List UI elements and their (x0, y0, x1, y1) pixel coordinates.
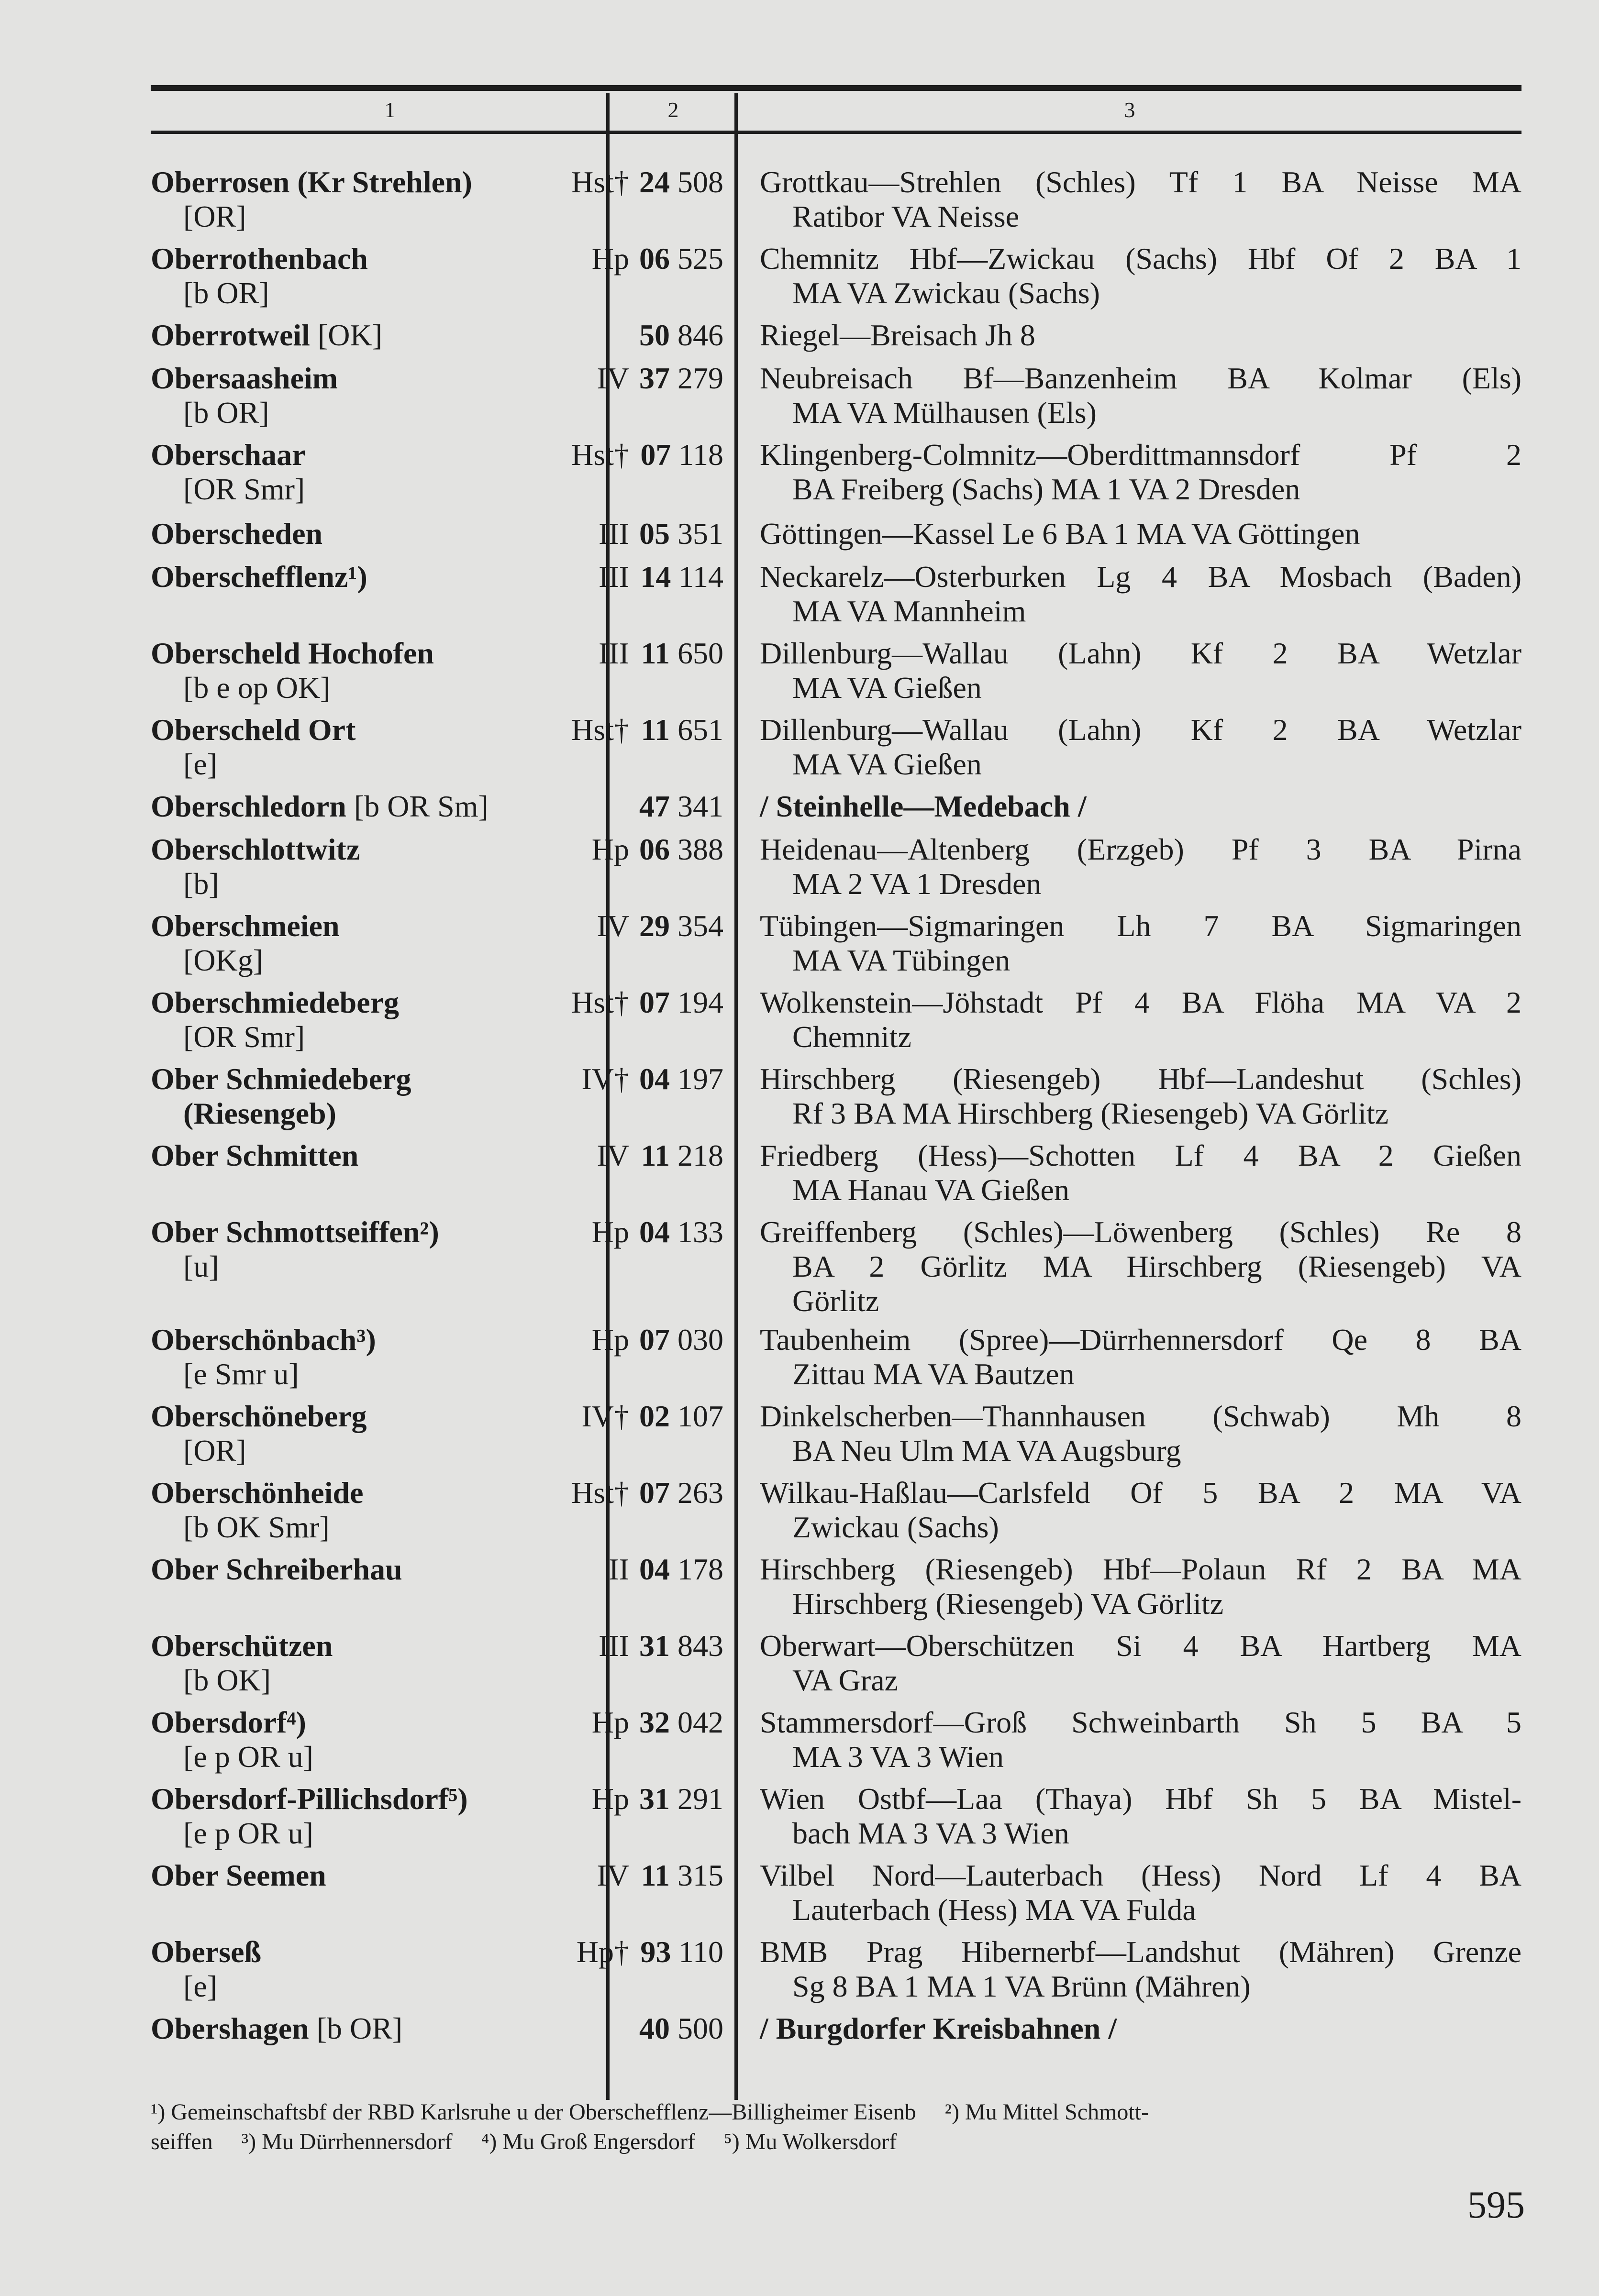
route-description (760, 1858, 1521, 1927)
station-number-prefix: 11 (641, 713, 670, 747)
station-name: Oberseß (151, 1935, 262, 1969)
station-number-suffix: 279 (677, 361, 723, 395)
route-description (760, 1935, 1521, 2004)
station-cell (151, 1782, 629, 1851)
route-line: Dinkelscherben—Thannhausen (Schwab) Mh 8 (760, 1399, 1521, 1433)
station-cell (151, 1476, 629, 1545)
station-number (622, 1705, 723, 1740)
station-number (622, 1399, 723, 1434)
route-description (760, 1323, 1521, 1391)
station-cell (151, 1215, 629, 1284)
station-flags: [u] (183, 1249, 219, 1283)
station-flags: [b e op OK] (183, 671, 331, 705)
station-flags: [e p OR u] (183, 1816, 313, 1850)
station-category: Hp (591, 1323, 629, 1357)
station-number-prefix: 47 (639, 789, 670, 823)
station-number-suffix: 341 (677, 789, 723, 823)
route-line: / Burgdorfer Kreisbahnen / (760, 2011, 1117, 2045)
route-description (760, 1399, 1521, 1468)
column-divider-2 (734, 93, 738, 2100)
route-line: Hirschberg (Riesengeb) Hbf—Polaun Rf 2 BA MA (760, 1552, 1521, 1586)
route-line: Neckarelz—Osterburken Lg 4 BA Mosbach (Baden) (760, 560, 1521, 594)
station-number-prefix: 50 (639, 318, 670, 352)
station-name: Oberschlottwitz (151, 832, 360, 866)
station-number (622, 1552, 723, 1587)
station-number (622, 1858, 723, 1893)
route-line: Chemnitz Hbf—Zwickau (Sachs) Hbf Of 2 BA 1 (760, 242, 1521, 276)
route-line: MA VA Gießen (792, 747, 982, 781)
station-name: Oberscheden (151, 517, 323, 551)
route-line: Wien Ostbf—Laa (Thaya) Hbf Sh 5 BA Mistel- (760, 1782, 1521, 1816)
station-category: IV (597, 1138, 629, 1172)
station-name: Oberscheld Hochofen (151, 636, 434, 670)
route-line: Riegel—Breisach Jh 8 (760, 318, 1035, 352)
route-line: Heidenau—Altenberg (Erzgeb) Pf 3 BA Pirna (760, 832, 1521, 866)
station-name: Obersdorf⁴) (151, 1705, 306, 1739)
station-category: III (599, 636, 629, 670)
route-line: Greiffenberg (Schles)—Löwenberg (Schles) Re 8 (760, 1215, 1521, 1249)
station-number-prefix: 07 (639, 1476, 670, 1510)
station-name: Ober Schreiberhau (151, 1552, 402, 1586)
station-cell (151, 1629, 629, 1698)
station-cell (151, 636, 629, 705)
station-number (622, 1476, 723, 1510)
station-flags: [b OR] (183, 276, 269, 310)
station-category: Hp (591, 832, 629, 866)
station-cell (151, 1399, 629, 1468)
station-category: Hp (591, 1705, 629, 1739)
route-line: Klingenberg-Colmnitz—Oberdittmannsdorf Pf 2 (760, 438, 1521, 472)
footnotes (151, 2097, 1521, 2157)
route-description (760, 832, 1521, 901)
route-line: Wolkenstein—Jöhstadt Pf 4 BA Flöha MA VA 2 (760, 985, 1521, 1019)
station-number (622, 636, 723, 671)
station-name: Oberschmeien (151, 909, 340, 943)
column-number-2: 2 (667, 98, 679, 122)
route-description (760, 361, 1521, 430)
route-line: bach MA 3 VA 3 Wien (792, 1816, 1069, 1850)
station-name: Oberschönbach³) (151, 1323, 376, 1357)
station-flags: [OKg] (183, 943, 264, 977)
station-cell (151, 438, 629, 507)
route-line: Stammersdorf—Groß Schweinbarth Sh 5 BA 5 (760, 1705, 1521, 1739)
route-description (760, 985, 1521, 1054)
station-number (622, 165, 723, 199)
station-name: Oberschefflenz¹) (151, 560, 367, 594)
station-number-suffix: 263 (677, 1476, 723, 1510)
station-number-prefix: 02 (639, 1399, 670, 1433)
station-number-suffix: 118 (678, 438, 723, 472)
station-category: IV (597, 1858, 629, 1892)
station-cell (151, 361, 629, 430)
station-number (622, 1782, 723, 1816)
top-rule (151, 85, 1521, 91)
station-cell (151, 560, 629, 594)
station-number (622, 517, 723, 551)
route-line: Görlitz (792, 1284, 879, 1318)
station-number-prefix: 37 (639, 361, 670, 395)
route-line: Vilbel Nord—Lauterbach (Hess) Nord Lf 4 BA (760, 1858, 1521, 1892)
route-description (760, 1782, 1521, 1851)
station-number-prefix: 11 (641, 636, 670, 670)
route-line: BA Neu Ulm MA VA Augsburg (792, 1434, 1181, 1468)
station-flags: [b OR] (309, 2011, 403, 2045)
station-name: Oberschützen (151, 1629, 333, 1663)
station-number-suffix: 197 (677, 1062, 723, 1096)
station-category: III (599, 517, 629, 551)
station-flags: [b OR Sm] (346, 789, 489, 823)
station-cell (151, 318, 629, 353)
station-flags: [OR] (183, 199, 246, 233)
route-line: Chemnitz (792, 1020, 911, 1054)
route-description (760, 636, 1521, 705)
station-number (622, 909, 723, 943)
station-name: Obershagen (151, 2011, 309, 2045)
station-number (622, 832, 723, 867)
station-number (622, 242, 723, 276)
station-category: III (599, 560, 629, 594)
station-number-prefix: 07 (639, 1323, 670, 1357)
route-description (760, 1215, 1521, 1318)
route-line: MA VA Tübingen (792, 943, 1010, 977)
route-line: BMB Prag Hibernerbf—Landshut (Mähren) Grenze (760, 1935, 1521, 1969)
station-cell (151, 242, 629, 310)
station-name: Ober Schmottseiffen²) (151, 1215, 439, 1249)
station-number-suffix: 107 (677, 1399, 723, 1433)
route-line: MA VA Gießen (792, 671, 982, 705)
route-description (760, 1138, 1521, 1207)
station-category: IV (597, 909, 629, 943)
station-cell (151, 713, 629, 782)
station-cell (151, 1552, 629, 1587)
station-cell (151, 1062, 629, 1131)
station-cell (151, 1138, 629, 1173)
station-number-suffix: 218 (677, 1138, 723, 1172)
station-cell (151, 1858, 629, 1893)
station-flags: [OR] (183, 1434, 246, 1468)
route-description (760, 909, 1521, 978)
route-line: Zwickau (Sachs) (792, 1510, 999, 1544)
station-flags: (Riesengeb) (183, 1096, 336, 1130)
route-description (760, 560, 1521, 629)
station-name: Oberrosen (Kr Strehlen) (151, 165, 472, 199)
station-flags: [b OK] (183, 1663, 271, 1697)
station-number (622, 1138, 723, 1173)
station-flags: [OR Smr] (183, 1020, 305, 1054)
station-number-suffix: 846 (677, 318, 723, 352)
route-line: Rf 3 BA MA Hirschberg (Riesengeb) VA Görlitz (792, 1096, 1389, 1130)
station-name: Ober Schmiedeberg (151, 1062, 411, 1096)
route-line: MA 3 VA 3 Wien (792, 1740, 1004, 1774)
station-number-prefix: 40 (639, 2011, 670, 2045)
route-line: Oberwart—Oberschützen Si 4 BA Hartberg MA (760, 1629, 1521, 1663)
route-line: Göttingen—Kassel Le 6 BA 1 MA VA Göttingen (760, 517, 1360, 551)
station-number-prefix: 05 (639, 517, 670, 551)
route-line: MA 2 VA 1 Dresden (792, 867, 1042, 901)
route-description (760, 1705, 1521, 1774)
station-flags: [e Smr u] (183, 1357, 299, 1391)
station-number-suffix: 315 (677, 1858, 723, 1892)
station-cell (151, 1705, 629, 1774)
station-flags: [OK] (310, 318, 382, 352)
station-name: Oberschaar (151, 438, 306, 472)
station-number (622, 318, 723, 353)
station-cell (151, 165, 629, 234)
column-number-1: 1 (384, 98, 396, 122)
route-description (760, 242, 1521, 310)
footnote-line-2: seiffen ³) Mu Dürrhennersdorf ⁴) Mu Groß Engersdorf ⁵) Mu Wolkersdorf (151, 2129, 897, 2154)
station-name: Obersdorf-Pillichsdorf⁵) (151, 1782, 468, 1816)
station-number-suffix: 030 (677, 1323, 723, 1357)
station-flags: [b OK Smr] (183, 1510, 330, 1544)
station-number-suffix: 351 (677, 517, 723, 551)
station-category: Hp† (576, 1935, 629, 1969)
station-number-prefix: 06 (639, 832, 670, 866)
route-line: Lauterbach (Hess) MA VA Fulda (792, 1893, 1196, 1927)
station-category: II (609, 1552, 629, 1586)
station-name: Oberschönheide (151, 1476, 364, 1510)
route-line: Ratibor VA Neisse (792, 199, 1020, 233)
station-category: IV† (581, 1062, 629, 1096)
station-number-prefix: 93 (640, 1935, 671, 1969)
route-line: Hirschberg (Riesengeb) Hbf—Landeshut (Schles) (760, 1062, 1521, 1096)
station-flags: [b] (183, 867, 219, 901)
station-number-suffix: 843 (677, 1629, 723, 1663)
route-line: Neubreisach Bf—Banzenheim BA Kolmar (Els) (760, 361, 1521, 395)
route-description (760, 165, 1521, 234)
station-category: Hst† (571, 1476, 629, 1510)
station-number-suffix: 651 (677, 713, 723, 747)
route-description (760, 1476, 1521, 1545)
station-number (622, 1935, 723, 1969)
station-number (622, 985, 723, 1020)
station-category: Hp (591, 1782, 629, 1816)
station-number-prefix: 07 (639, 985, 670, 1019)
station-category: IV† (581, 1399, 629, 1433)
station-number-prefix: 11 (641, 1858, 670, 1892)
station-number-suffix: 042 (677, 1705, 723, 1739)
route-line: BA Freiberg (Sachs) MA 1 VA 2 Dresden (792, 472, 1300, 506)
station-number-prefix: 31 (639, 1782, 670, 1816)
station-flags: [e] (183, 747, 218, 781)
route-line: Friedberg (Hess)—Schotten Lf 4 BA 2 Gießen (760, 1138, 1521, 1172)
route-line: Zittau MA VA Bautzen (792, 1357, 1075, 1391)
station-category: Hst† (571, 438, 629, 472)
station-number (622, 713, 723, 747)
station-category: Hp (591, 242, 629, 276)
header-rule (151, 131, 1521, 134)
station-number-suffix: 354 (677, 909, 723, 943)
station-name: Oberschöneberg (151, 1399, 367, 1433)
route-line: Taubenheim (Spree)—Dürrhennersdorf Qe 8 BA (760, 1323, 1521, 1357)
route-line: Hirschberg (Riesengeb) VA Görlitz (792, 1587, 1224, 1621)
column-number-3: 3 (1124, 98, 1135, 122)
station-name: Oberrothenbach (151, 242, 368, 276)
station-name: Oberscheld Ort (151, 713, 356, 747)
station-number (622, 361, 723, 396)
station-number-suffix: 110 (678, 1935, 723, 1969)
station-cell (151, 985, 629, 1054)
route-line: Sg 8 BA 1 MA 1 VA Brünn (Mähren) (792, 1969, 1251, 2003)
station-number-prefix: 29 (639, 909, 670, 943)
station-number-prefix: 32 (639, 1705, 670, 1739)
route-description (760, 713, 1521, 782)
station-number-suffix: 508 (677, 165, 723, 199)
station-category: III (599, 1629, 629, 1663)
station-category: IV (597, 361, 629, 395)
station-name: Ober Seemen (151, 1858, 326, 1892)
station-number-suffix: 291 (677, 1782, 723, 1816)
station-name: Obersaasheim (151, 361, 338, 395)
station-number-suffix: 500 (677, 2011, 723, 2045)
route-description (760, 438, 1521, 507)
station-category: Hst† (571, 713, 629, 747)
route-line: / Steinhelle—Medebach / (760, 789, 1087, 823)
station-number-prefix: 07 (640, 438, 671, 472)
station-name: Oberschmiedeberg (151, 985, 399, 1019)
station-category: Hp (591, 1215, 629, 1249)
route-line: Tübingen—Sigmaringen Lh 7 BA Sigmaringen (760, 909, 1521, 943)
station-number (622, 1062, 723, 1096)
station-number-prefix: 11 (641, 1138, 670, 1172)
station-cell (151, 789, 629, 824)
station-cell (151, 2011, 629, 2046)
station-number (622, 1215, 723, 1249)
route-line: MA VA Mannheim (792, 594, 1026, 628)
route-line: Grottkau—Strehlen (Schles) Tf 1 BA Neisse MA (760, 165, 1521, 199)
route-description (760, 2011, 1521, 2046)
station-number-suffix: 525 (677, 242, 723, 276)
station-number (622, 438, 723, 472)
station-cell (151, 909, 629, 978)
station-name: Oberrotweil (151, 318, 310, 352)
station-flags: [e] (183, 1969, 218, 2003)
station-flags: [e p OR u] (183, 1740, 313, 1774)
station-number-prefix: 06 (639, 242, 670, 276)
station-number (622, 789, 723, 824)
station-number-prefix: 31 (639, 1629, 670, 1663)
station-number (622, 2011, 723, 2046)
route-line: BA 2 Görlitz MA Hirschberg (Riesengeb) VA (792, 1249, 1521, 1283)
station-number-prefix: 24 (639, 165, 670, 199)
station-number (622, 560, 723, 594)
station-number-suffix: 194 (677, 985, 723, 1019)
station-number-prefix: 04 (639, 1215, 670, 1249)
station-cell (151, 1935, 629, 2004)
route-line: MA VA Mülhausen (Els) (792, 396, 1097, 430)
station-number-suffix: 388 (677, 832, 723, 866)
route-line: Wilkau-Haßlau—Carlsfeld Of 5 BA 2 MA VA (760, 1476, 1521, 1510)
station-category: Hst† (571, 165, 629, 199)
route-description (760, 1062, 1521, 1131)
route-line: Dillenburg—Wallau (Lahn) Kf 2 BA Wetzlar (760, 713, 1521, 747)
route-line: MA VA Zwickau (Sachs) (792, 276, 1100, 310)
route-description (760, 1552, 1521, 1621)
station-number-prefix: 14 (640, 560, 671, 594)
page-number: 595 (1467, 2184, 1525, 2226)
station-cell (151, 832, 629, 901)
station-number-suffix: 114 (678, 560, 723, 594)
station-cell (151, 1323, 629, 1391)
station-number-prefix: 04 (639, 1552, 670, 1586)
station-number (622, 1629, 723, 1663)
footnote-line-1: ¹) Gemeinschaftsbf der RBD Karlsruhe u der Oberschefflenz—Billigheimer Eisenb ²) Mu Mittel Schmott- (151, 2099, 1149, 2125)
station-number-suffix: 178 (677, 1552, 723, 1586)
route-description (760, 517, 1521, 551)
station-category: Hst† (571, 985, 629, 1019)
station-cell (151, 517, 629, 551)
route-line: Dillenburg—Wallau (Lahn) Kf 2 BA Wetzlar (760, 636, 1521, 670)
station-number-suffix: 650 (677, 636, 723, 670)
station-flags: [b OR] (183, 396, 269, 430)
route-line: VA Graz (792, 1663, 898, 1697)
route-description (760, 1629, 1521, 1698)
route-line: MA Hanau VA Gießen (792, 1173, 1069, 1207)
station-number (622, 1323, 723, 1357)
station-flags: [OR Smr] (183, 472, 305, 506)
station-name: Ober Schmitten (151, 1138, 359, 1172)
station-name: Oberschledorn (151, 789, 346, 823)
route-description (760, 318, 1521, 353)
station-number-prefix: 04 (639, 1062, 670, 1096)
station-number-suffix: 133 (677, 1215, 723, 1249)
route-description (760, 789, 1521, 824)
